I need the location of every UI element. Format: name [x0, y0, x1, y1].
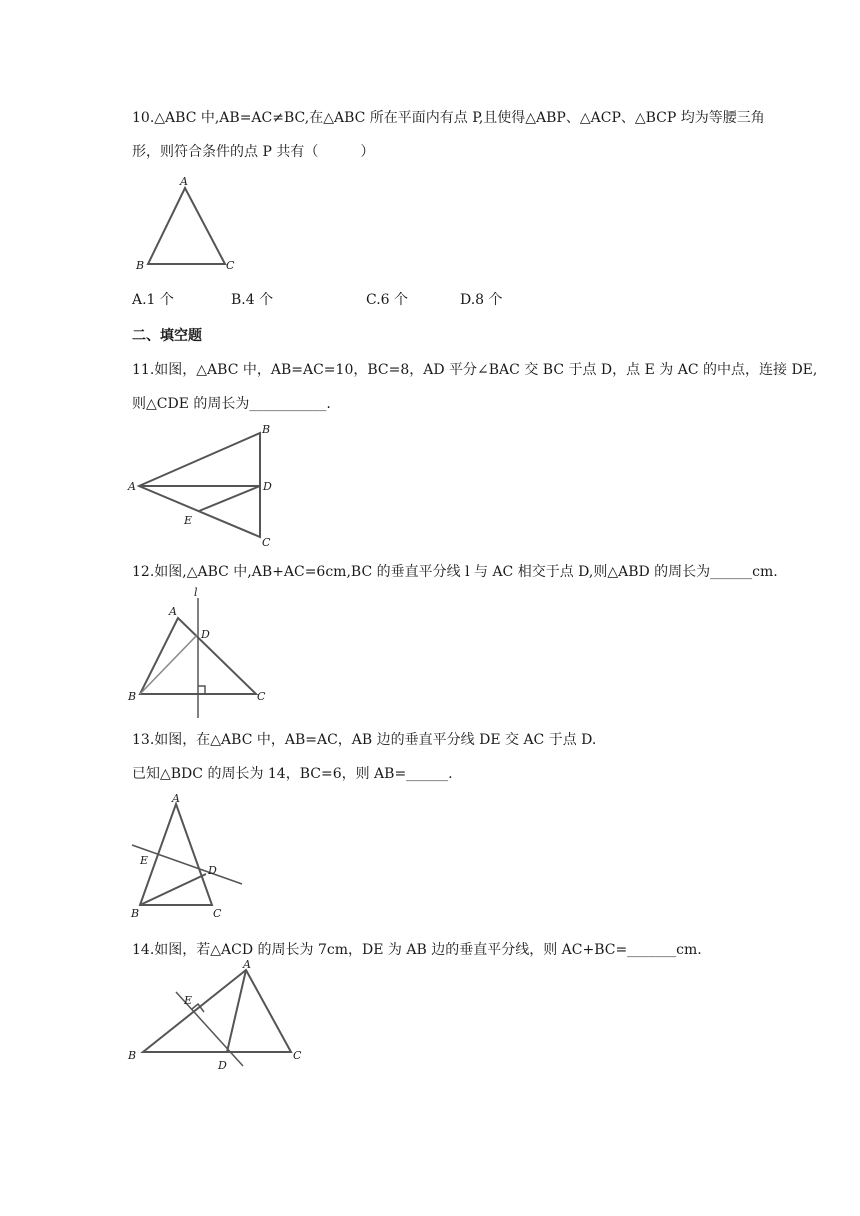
- q10-label-a: A: [180, 175, 188, 188]
- q13-label-b: B: [131, 907, 140, 920]
- q12-label-l: l: [194, 586, 198, 599]
- q13-triangle-abc: [140, 804, 212, 905]
- q14-label-a: A: [243, 958, 251, 971]
- q13-text-line2: 已知△BDC 的周长为 14，BC=6，则 AB=______.: [132, 766, 453, 782]
- q12-right-angle-mark: [198, 686, 205, 694]
- q11-label-d: D: [263, 480, 272, 493]
- q10-option-c: C.6 个: [366, 292, 409, 308]
- q14-triangle-figure: [126, 958, 306, 1076]
- q13-label-a: A: [172, 792, 180, 805]
- q13-perpendicular-bisector-de: [132, 845, 242, 884]
- q10-option-d: D.8 个: [460, 292, 503, 308]
- q10-text-line2: 形，则符合条件的点 P 共有（ ）: [132, 144, 375, 160]
- q11-triangle-figure: [126, 420, 286, 552]
- q11-label-e: E: [184, 514, 193, 527]
- q11-label-a: A: [128, 480, 136, 493]
- q11-segment-de: [199, 486, 260, 511]
- q12-label-d: D: [201, 628, 210, 641]
- q10-triangle-figure: [130, 172, 240, 276]
- q13-label-d: D: [208, 864, 217, 877]
- q13-triangle-figure: [126, 790, 256, 922]
- section-title-fill-in: 二、填空题: [132, 328, 202, 344]
- q11-text-line1: 11.如图，△ABC 中，AB=AC=10，BC=8，AD 平分∠BAC 交 BC 于点 D，点 E 为 AC 的中点，连接 DE,: [132, 362, 818, 378]
- q14-label-e: E: [184, 994, 193, 1007]
- q10-label-b: B: [136, 259, 145, 272]
- q12-triangle-figure: [126, 586, 276, 722]
- q14-label-d: D: [218, 1059, 227, 1072]
- q12-label-c: C: [257, 690, 266, 703]
- q11-text-line2: 则△CDE 的周长为___________.: [132, 396, 331, 412]
- q11-label-c: C: [262, 536, 271, 549]
- q10-option-b: B.4 个: [231, 292, 274, 308]
- q14-triangle-abc: [143, 970, 291, 1052]
- q13-label-c: C: [213, 907, 222, 920]
- q12-label-a: A: [169, 605, 177, 618]
- q14-text-line1: 14.如图，若△ACD 的周长为 7cm，DE 为 AB 边的垂直平分线，则 AC+BC=_______cm.: [132, 942, 702, 958]
- q14-label-b: B: [128, 1049, 137, 1062]
- q10-triangle-abc: [148, 188, 225, 264]
- q12-label-b: B: [128, 690, 137, 703]
- q10-option-a: A.1 个: [132, 292, 174, 308]
- q12-segment-bd: [140, 634, 198, 694]
- q13-label-e: E: [140, 854, 149, 867]
- q14-label-c: C: [293, 1049, 302, 1062]
- q13-text-line1: 13.如图，在△ABC 中，AB=AC，AB 边的垂直平分线 DE 交 AC 于点 D.: [132, 732, 597, 748]
- q12-text-line1: 12.如图,△ABC 中,AB+AC=6cm,BC 的垂直平分线 l 与 AC 相交于点 D,则△ABD 的周长为______cm.: [132, 564, 778, 580]
- q10-label-c: C: [226, 259, 235, 272]
- q11-label-b: B: [262, 423, 271, 436]
- q10-text-line1: 10.△ABC 中,AB=AC≠BC,在△ABC 所在平面内有点 P,且使得△ABP、△ACP、△BCP 均为等腰三角: [132, 110, 765, 126]
